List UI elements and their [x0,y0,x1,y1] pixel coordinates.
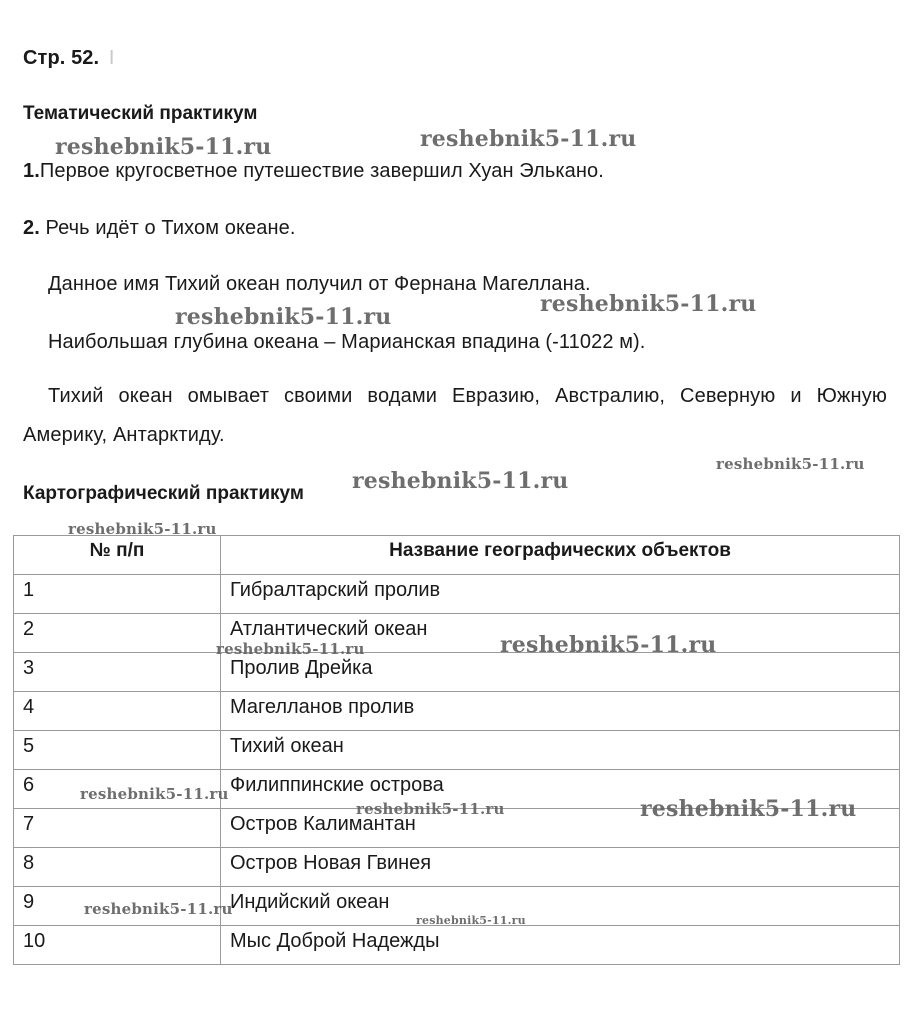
row-object-name: Тихий океан [221,731,900,770]
cartographic-heading: Картографический практикум [23,483,304,504]
answer-max-depth: Наибольшая глубина океана – Марианская впадина (-11022 м). [48,331,646,353]
row-object-name: Остров Новая Гвинея [221,848,900,887]
question-2-number: 2. [23,217,40,239]
watermark: reshebnik5-11.ru [80,785,229,803]
row-object-name: Мыс Доброй Надежды [221,926,900,965]
row-object-name: Пролив Дрейка [221,653,900,692]
watermark: reshebnik5-11.ru [416,914,526,927]
column-header-name: Название географических объектов [221,536,900,575]
watermark: reshebnik5-11.ru [540,291,757,317]
table-row [14,926,900,965]
page-reference: Стр. 52. I [23,47,115,69]
table-row [14,848,900,887]
row-object-name: Магелланов пролив [221,692,900,731]
table-row [14,692,900,731]
table-row [14,614,900,653]
row-number: 7 [14,809,221,848]
row-number: 4 [14,692,221,731]
column-header-number: № п/п [14,536,221,575]
watermark: reshebnik5-11.ru [500,632,717,658]
table-row [14,575,900,614]
row-number: 2 [14,614,221,653]
row-number: 9 [14,887,221,926]
watermark: reshebnik5-11.ru [84,900,233,918]
table-row [14,653,900,692]
question-1-text: Первое кругосветное путешествие завершил Хуан Элькано. [39,160,604,182]
watermark: reshebnik5-11.ru [352,468,569,494]
row-object-name: Филиппинские острова [221,770,900,809]
row-number: 1 [14,575,221,614]
row-number: 8 [14,848,221,887]
row-number: 10 [14,926,221,965]
watermark: reshebnik5-11.ru [420,126,637,152]
row-object-name: Гибралтарский пролив [221,575,900,614]
question-1 [23,159,604,183]
watermark: reshebnik5-11.ru [216,640,365,658]
row-number: 6 [14,770,221,809]
question-1-number: 1. [23,160,40,182]
thematic-heading: Тематический практикум [23,103,258,124]
watermark: reshebnik5-11.ru [640,796,857,822]
table-header-row [14,536,900,575]
row-object-name: Остров Калимантан [221,809,900,848]
stray-mark: I [108,47,115,69]
question-2-text: Речь идёт о Тихом океане. [39,217,296,239]
row-object-name: Индийский океан [221,887,900,926]
answer-coastline: Тихий океан омывает своими водами Евразию, Австралию, Северную и Южную Америку, Антарктиду. [23,385,887,446]
watermark: reshebnik5-11.ru [55,134,272,160]
row-object-name: Атлантический океан [221,614,900,653]
table-row [14,731,900,770]
row-number: 3 [14,653,221,692]
row-number: 5 [14,731,221,770]
question-2 [23,216,296,240]
watermark: reshebnik5-11.ru [68,520,217,538]
answer-name-origin: Данное имя Тихий океан получил от Фернана Магеллана. [48,273,591,295]
watermark: reshebnik5-11.ru [175,304,392,330]
watermark: reshebnik5-11.ru [356,800,505,818]
watermark: reshebnik5-11.ru [716,455,865,473]
